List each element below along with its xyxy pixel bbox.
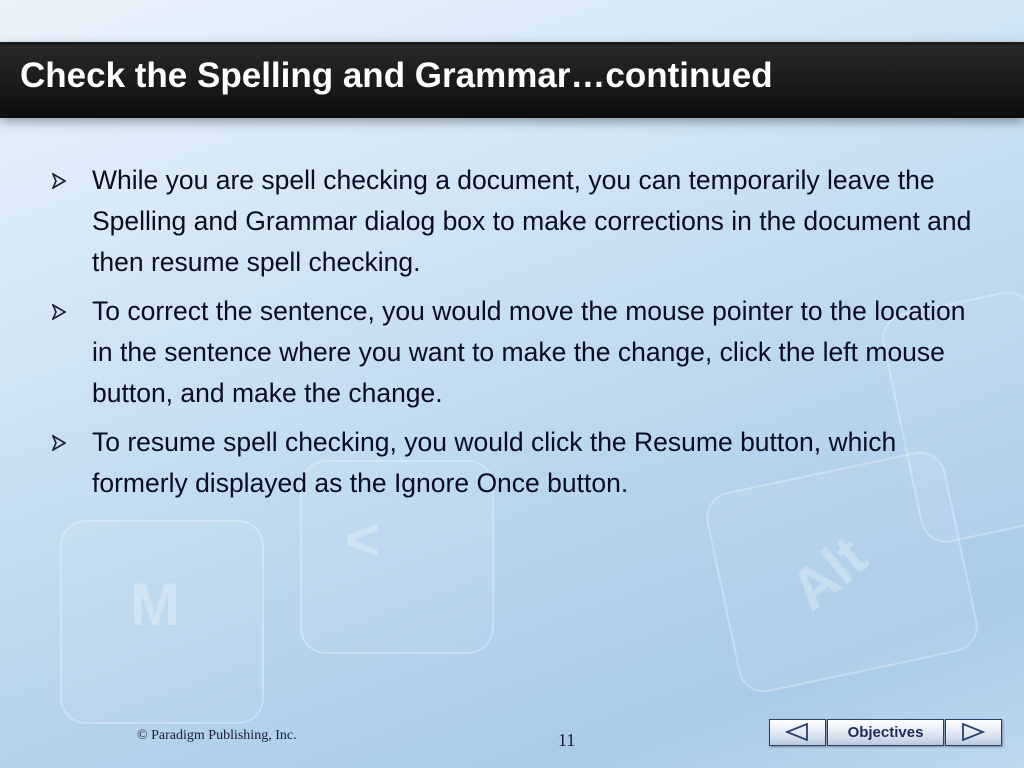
title-bar	[0, 42, 1024, 118]
bullet-list	[52, 160, 982, 512]
bullet-item	[52, 422, 982, 504]
slide-title: Check the Spelling and Grammar…continued	[20, 56, 773, 95]
arrow-bullet-icon	[52, 304, 66, 320]
background-key-label: <	[345, 506, 381, 573]
objectives-button[interactable]: Objectives	[827, 719, 944, 746]
arrow-bullet-icon	[52, 435, 66, 451]
triangle-right-icon	[961, 723, 985, 741]
bullet-text: To resume spell checking, you would click the Resume button, which formerly displayed as the Ignore Once button.	[92, 427, 897, 498]
background-key-label: M	[130, 571, 180, 638]
bullet-item	[52, 160, 982, 283]
previous-slide-button[interactable]	[769, 719, 826, 746]
bullet-text: While you are spell checking a document, you can temporarily leave the Spelling and Grammar dialog box to make corrections in the document and then resume spell checking.	[92, 165, 972, 277]
next-slide-button[interactable]	[945, 719, 1002, 746]
bullet-text: To correct the sentence, you would move the mouse pointer to the location in the sentence where you want to make the change, click the left mouse button, and make the change.	[92, 296, 966, 408]
arrow-bullet-icon	[52, 173, 66, 189]
page-number: 11	[558, 730, 576, 750]
slide-navigation	[769, 719, 1001, 746]
triangle-left-icon	[785, 723, 809, 741]
bullet-item	[52, 291, 982, 414]
background-key-label: Alt	[778, 523, 880, 624]
copyright-text: © Paradigm Publishing, Inc.	[137, 728, 297, 743]
